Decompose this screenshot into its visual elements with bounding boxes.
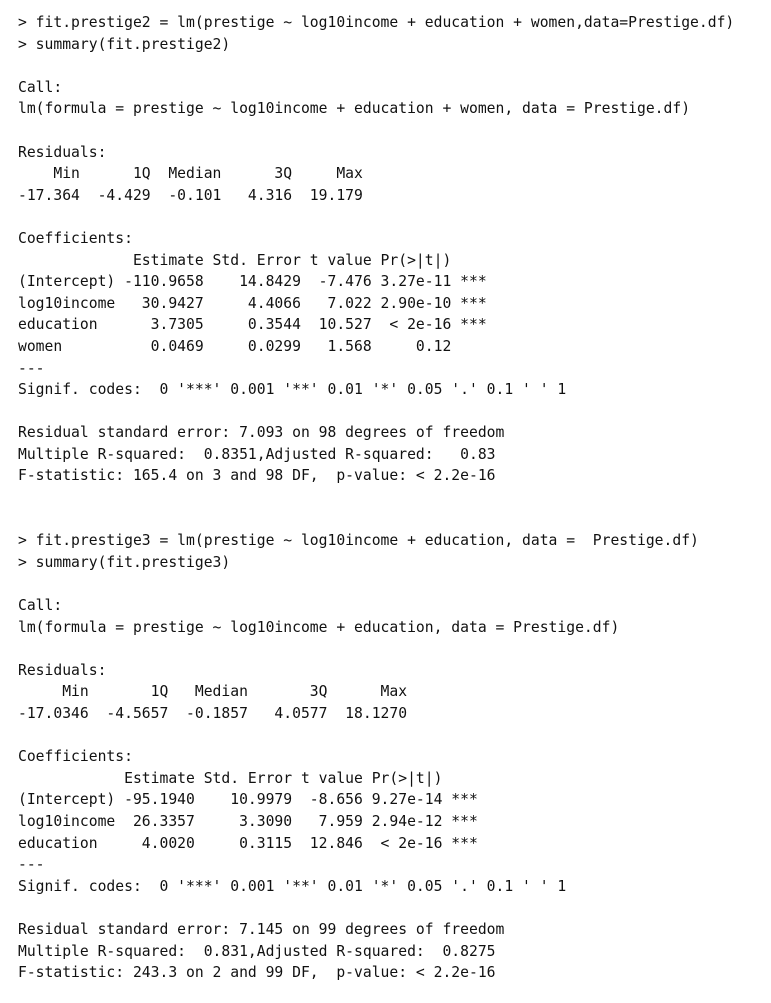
coefficient-row: education 4.0020 0.3115 12.846 < 2e-16 *** (18, 834, 478, 852)
residuals-values: -17.364 -4.429 -0.101 4.316 19.179 (18, 186, 372, 204)
blank-line (18, 897, 763, 919)
blank-line (18, 487, 763, 509)
command-line: > summary(fit.prestige2) (18, 35, 231, 53)
residuals-header: Min 1Q Median 3Q Max (18, 683, 416, 701)
model-summary-block-2 (18, 530, 763, 983)
coefficient-row: women 0.0469 0.0299 1.568 0.12 (18, 337, 487, 355)
coefficients-label: Coefficients: (18, 229, 133, 247)
blank-line (18, 120, 763, 142)
f-statistic: F-statistic: 243.3 on 2 and 99 DF, p-value: < 2.2e-16 (18, 964, 496, 982)
f-statistic: F-statistic: 165.4 on 3 and 98 DF, p-value: < 2.2e-16 (18, 467, 496, 485)
r-squared: Multiple R-squared: 0.8351,Adjusted R-squared: 0.83 (18, 445, 496, 463)
coefficient-row: (Intercept) -95.1940 10.9979 -8.656 9.27e-14 *** (18, 791, 478, 809)
r-console-output (18, 12, 763, 984)
command-line: > summary(fit.prestige3) (18, 553, 231, 571)
residuals-label: Residuals: (18, 143, 107, 161)
coefficients-header: Estimate Std. Error t value Pr(>|t|) (18, 251, 487, 269)
call-formula: lm(formula = prestige ~ log10income + education, data = Prestige.df) (18, 618, 620, 636)
coefficient-row: (Intercept) -110.9658 14.8429 -7.476 3.27e-11 *** (18, 273, 487, 291)
separator: --- (18, 856, 45, 874)
separator: --- (18, 359, 45, 377)
blank-line (18, 55, 763, 77)
residual-standard-error: Residual standard error: 7.093 on 98 degrees of freedom (18, 424, 505, 442)
signif-codes: Signif. codes: 0 '***' 0.001 '**' 0.01 '*' 0.05 '.' 0.1 ' ' 1 (18, 877, 567, 895)
blank-line (18, 206, 763, 228)
blank-line (18, 509, 763, 531)
blank-line (18, 573, 763, 595)
call-label: Call: (18, 597, 63, 615)
call-formula: lm(formula = prestige ~ log10income + education + women, data = Prestige.df) (18, 100, 691, 118)
coefficients-label: Coefficients: (18, 748, 133, 766)
blank-line (18, 725, 763, 747)
command-line: > fit.prestige3 = lm(prestige ~ log10income + education, data = Prestige.df) (18, 532, 699, 550)
coefficients-header: Estimate Std. Error t value Pr(>|t|) (18, 769, 478, 787)
coefficient-row: log10income 30.9427 4.4066 7.022 2.90e-10 *** (18, 294, 487, 312)
residuals-values: -17.0346 -4.5657 -0.1857 4.0577 18.1270 (18, 705, 416, 722)
model-summary-block-1 (18, 12, 763, 487)
coefficient-row: education 3.7305 0.3544 10.527 < 2e-16 *** (18, 316, 487, 334)
command-line: > fit.prestige2 = lm(prestige ~ log10income + education + women,data=Prestige.df) (18, 14, 735, 31)
residual-standard-error: Residual standard error: 7.145 on 99 degrees of freedom (18, 920, 505, 938)
signif-codes: Signif. codes: 0 '***' 0.001 '**' 0.01 '*' 0.05 '.' 0.1 ' ' 1 (18, 381, 567, 399)
residuals-header: Min 1Q Median 3Q Max (18, 165, 372, 183)
blank-line (18, 401, 763, 423)
blank-line (18, 638, 763, 660)
coefficient-row: log10income 26.3357 3.3090 7.959 2.94e-12 *** (18, 812, 478, 830)
call-label: Call: (18, 78, 63, 96)
r-squared: Multiple R-squared: 0.831,Adjusted R-squared: 0.8275 (18, 942, 496, 960)
residuals-label: Residuals: (18, 661, 107, 679)
